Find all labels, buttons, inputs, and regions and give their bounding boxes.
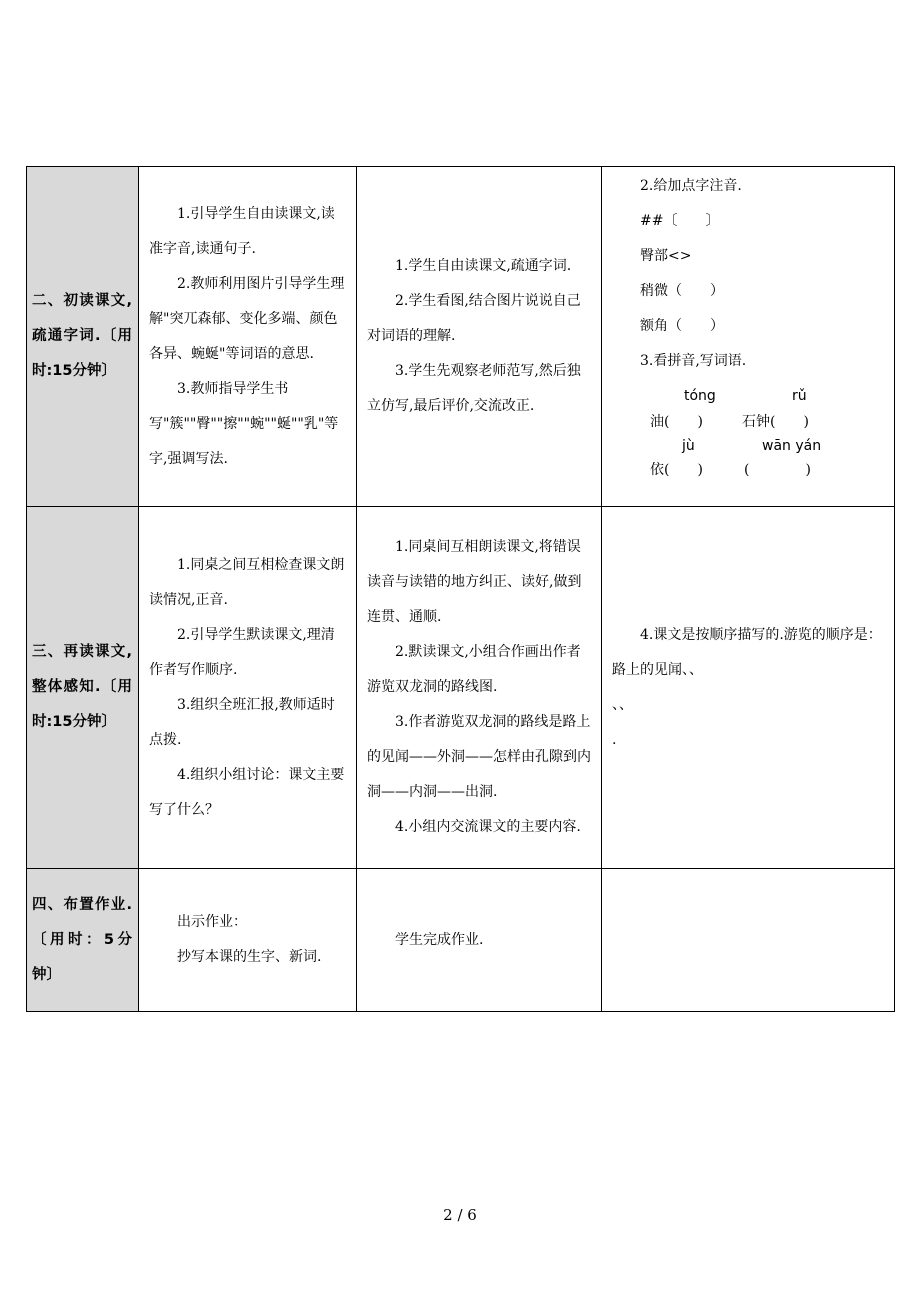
student-step: 3.作者游览双龙洞的路线是路上的见闻——外洞——怎样由孔隙到内洞——内洞——出洞. [367,714,591,800]
pinyin: rǔ [792,388,807,404]
teacher-step: 抄写本课的生字、新词. [177,949,322,965]
teacher-step: 3.组织全班汇报,教师适时点拨. [149,696,335,748]
pinyin: tóng [684,388,716,404]
exercise-cell [602,507,895,869]
stage-label: 二、初读课文,疏通字词.〔用时:15分钟〕 [27,167,139,507]
student-step: 2.学生看图,结合图片说说自己对词语的理解. [367,293,581,344]
teacher-step: 2.引导学生默读课文,理清作者写作顺序. [149,626,335,678]
teacher-activity [139,167,357,507]
teacher-step: 4.组织小组讨论：课文主要写了什么？ [149,766,345,818]
exercise-blank: 、、 [612,696,633,713]
teacher-step: 1.引导学生自由读课文,读准字音,读通句子. [149,205,335,257]
exercise-item: 臀部<> [640,248,692,264]
student-step: 1.学生自由读课文,疏通字词. [395,258,572,274]
exercise-question: 2.给加点字注音. [640,178,742,194]
page-number: 2 / 6 [443,1206,477,1224]
table-row [27,507,895,869]
pinyin-line [612,427,886,454]
exercise-question: 4.课文是按顺序描写的.游览的顺序是：路上的见闻、、 [612,626,882,678]
table-row [27,869,895,1012]
stage-label: 四、布置作业.〔用时：5分钟〕 [27,869,139,1012]
word-blank: 油( ) [650,414,703,430]
word-blank: 依( ) [650,462,703,478]
teacher-step: 3.教师指导学生书写"簇""臀""擦""蜿""蜒""乳"等字,强调写法. [149,380,339,467]
student-step: 3.学生先观察老师范写,然后独立仿写,最后评价,交流改正. [367,363,581,414]
teacher-step: 2.教师利用图片引导学生理解"突兀森郁、变化多端、颜色各异、蜿蜒"等词语的意思. [149,275,345,362]
student-step: 4.小组内交流课文的主要内容. [395,819,581,835]
student-activity [357,869,602,1012]
exercise-blank: . [612,731,617,748]
pinyin: jù [682,438,695,454]
exercise-question: 3.看拼音,写词语. [640,353,747,369]
lesson-plan-table [26,166,895,1012]
exercise-item: ##〔 〕 [640,213,720,229]
table-row [27,167,895,507]
teacher-step: 1.同桌之间互相检查课文朗读情况,正音. [149,556,345,608]
exercise-cell [602,869,895,1012]
student-activity [357,507,602,869]
student-step: 1.同桌间互相朗读课文,将错误读音与读错的地方纠正、读好,做到连贯、通顺. [367,539,582,625]
teacher-activity [139,507,357,869]
pinyin: wān yán [762,438,822,454]
student-activity [357,167,602,507]
word-blank: ( ) [744,462,811,478]
pinyin-line [612,379,886,404]
exercise-item: 稍微（ ） [640,283,724,299]
word-line [612,449,886,477]
exercise-cell [602,167,895,507]
exercise-item: 额角（ ） [640,318,724,334]
teacher-activity [139,869,357,1012]
word-line [612,401,886,430]
student-step: 2.默读课文,小组合作画出作者游览双龙洞的路线图. [367,644,581,695]
teacher-step: 出示作业： [177,914,247,930]
student-step: 学生完成作业. [395,931,484,948]
stage-label: 三、再读课文,整体感知.〔用时:15分钟〕 [27,507,139,869]
word-blank: 石钟( ) [742,414,809,430]
